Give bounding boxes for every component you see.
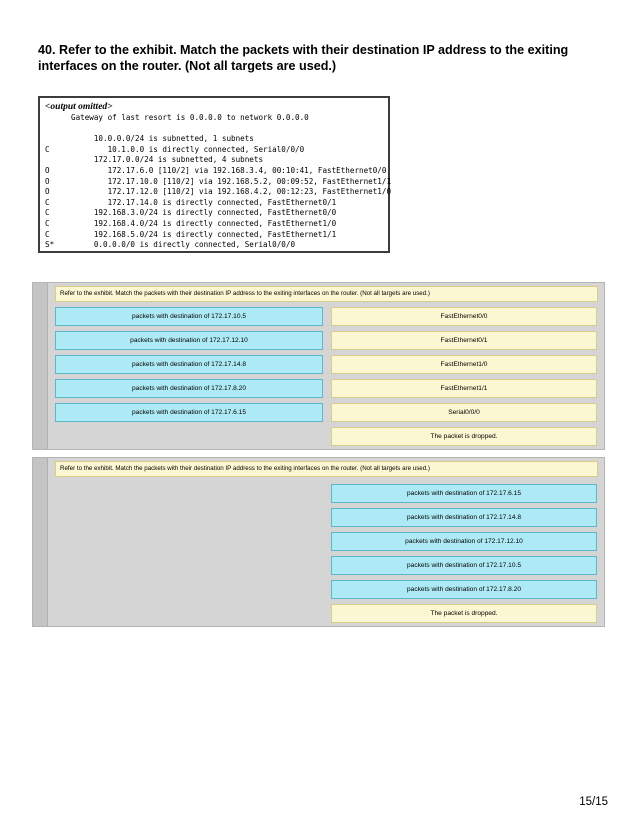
route-text: 172.17.0.0/24 is subnetted, 4 subnets — [71, 155, 264, 165]
packet-draggable[interactable]: packets with destination of 172.17.6.15 — [55, 403, 323, 422]
matching-panel-question — [32, 282, 605, 450]
interface-target[interactable]: The packet is dropped. — [331, 427, 597, 446]
route-text — [71, 124, 76, 133]
route-line — [45, 165, 387, 177]
interface-target[interactable]: FastEthernet1/1 — [331, 379, 597, 398]
route-code: C — [45, 144, 50, 154]
route-line — [45, 145, 383, 156]
route-text: 192.168.3.0/24 is directly connected, FastEthernet0/0 — [71, 208, 337, 218]
packet-placed[interactable]: packets with destination of 172.17.8.20 — [331, 580, 597, 599]
route-line — [45, 219, 383, 230]
route-line — [45, 198, 383, 209]
route-text: Gateway of last resort is 0.0.0.0 to network 0.0.0.0 — [71, 113, 309, 122]
packet-draggable[interactable]: packets with destination of 172.17.8.20 — [55, 379, 323, 398]
matching-panel-answer — [32, 457, 605, 627]
route-text: 10.0.0.0/24 is subnetted, 1 subnets — [71, 134, 254, 144]
route-line — [45, 113, 383, 124]
route-code: C — [45, 229, 50, 239]
exhibit-header: <output omitted> — [45, 102, 113, 112]
interface-target[interactable]: FastEthernet0/0 — [331, 307, 597, 326]
packet-placed[interactable]: packets with destination of 172.17.14.8 — [331, 508, 597, 527]
route-code: O — [45, 165, 50, 175]
packet-placed[interactable]: packets with destination of 172.17.10.5 — [331, 556, 597, 575]
packet-draggable[interactable]: packets with destination of 172.17.10.5 — [55, 307, 323, 326]
route-text: 172.17.6.0 [110/2] via 192.168.3.4, 00:10:41, FastEthernet0/0 — [71, 165, 387, 175]
route-text: 0.0.0.0/0 is directly connected, Serial0/0/0 — [71, 240, 296, 250]
route-line — [45, 230, 383, 241]
packet-draggable[interactable]: packets with destination of 172.17.14.8 — [55, 355, 323, 374]
route-line — [45, 155, 383, 166]
packet-draggable[interactable]: packets with destination of 172.17.12.10 — [55, 331, 323, 350]
route-text: 172.17.12.0 [110/2] via 192.168.4.2, 00:12:23, FastEthernet1/0 — [71, 187, 392, 197]
route-line — [45, 124, 383, 135]
route-code: C — [45, 197, 50, 207]
route-text: 172.17.10.0 [110/2] via 192.168.5.2, 00:09:52, FastEthernet1/1 — [71, 176, 392, 186]
route-text: 10.1.0.0 is directly connected, Serial0/0/0 — [71, 144, 305, 154]
route-line — [45, 240, 383, 251]
route-code: O — [45, 187, 50, 197]
route-code: S* — [45, 240, 55, 250]
route-code: C — [45, 208, 50, 218]
page-number: 15/15 — [579, 796, 608, 808]
route-code: O — [45, 176, 50, 186]
panel-stripe — [33, 458, 48, 626]
panel-instruction: Refer to the exhibit. Match the packets with their destination IP address to the exiting interfaces on the router. (Not all targets are used.) — [55, 286, 598, 302]
panel-stripe — [33, 283, 48, 449]
route-line — [45, 176, 392, 188]
panel-instruction: Refer to the exhibit. Match the packets with their destination IP address to the exiting interfaces on the router. (Not all targets are used.) — [55, 461, 598, 477]
interface-target[interactable]: Serial0/0/0 — [331, 403, 597, 422]
route-line — [45, 134, 383, 145]
route-code: C — [45, 218, 50, 228]
route-line — [45, 187, 392, 198]
route-line — [45, 208, 383, 219]
packet-placed[interactable]: packets with destination of 172.17.6.15 — [331, 484, 597, 503]
route-text: 192.168.4.0/24 is directly connected, FastEthernet1/0 — [71, 218, 337, 228]
question-text: 40. Refer to the exhibit. Match the packets with their destination IP address to the exiting interfaces on the router. (Not all targets are used.) — [38, 43, 569, 73]
packet-placed[interactable]: packets with destination of 172.17.12.10 — [331, 532, 597, 551]
interface-target[interactable]: FastEthernet1/0 — [331, 355, 597, 374]
route-text: 172.17.14.0 is directly connected, FastEthernet0/1 — [71, 197, 337, 207]
route-text: 192.168.5.0/24 is directly connected, FastEthernet1/1 — [71, 229, 337, 239]
routing-table-exhibit — [38, 96, 390, 253]
interface-target[interactable]: The packet is dropped. — [331, 604, 597, 623]
exhibit-lines — [45, 113, 392, 251]
interface-target[interactable]: FastEthernet0/1 — [331, 331, 597, 350]
